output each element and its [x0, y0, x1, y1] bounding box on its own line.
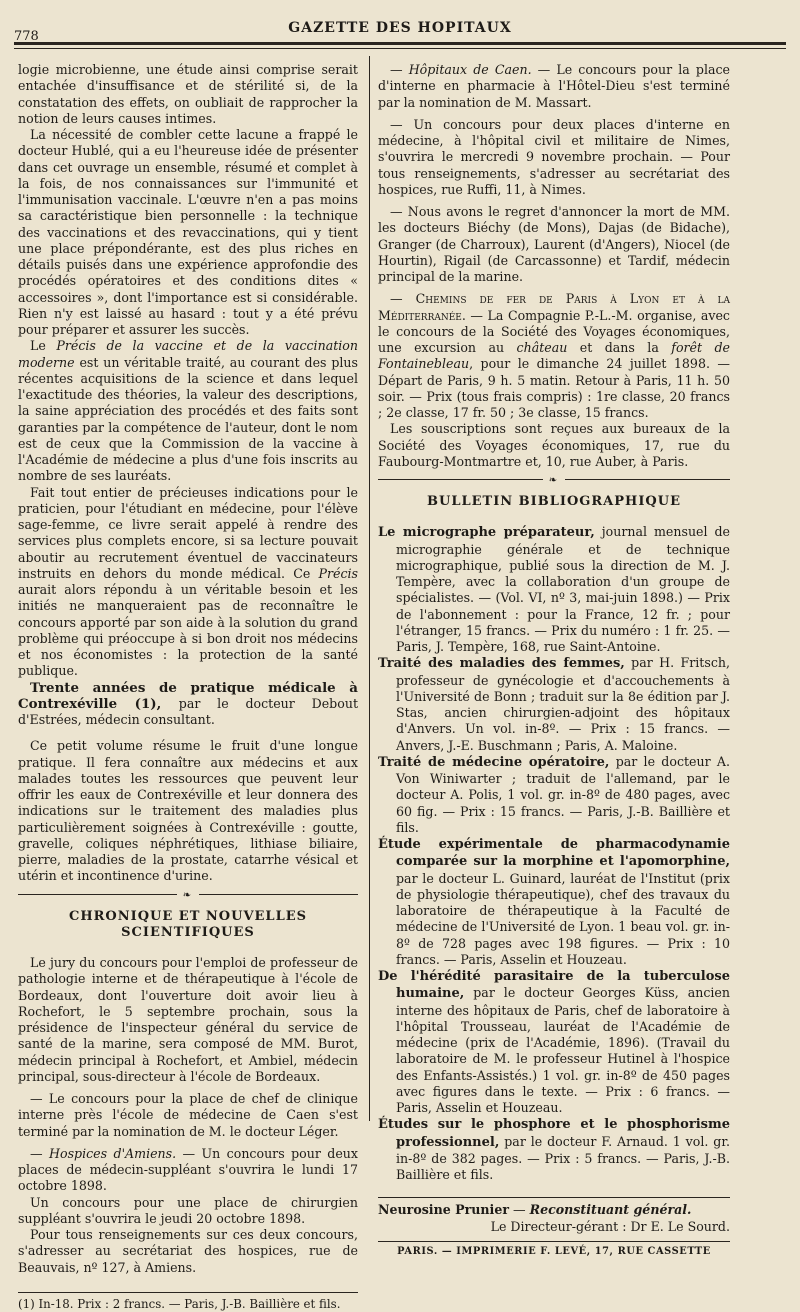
paragraph: logie microbienne, une étude ainsi comprise serait entachée d'insuffisance et de stérilité si, de la constatation des effets, on oubliait de rapprocher la notion de leurs causes intimes. [18, 62, 358, 126]
entry-text: par le docteur Georges Küss, ancien interne des hôpitaux de Paris, chef de laboratoire à l'hôpital Trousseau, lauréat de l'Académie de médecine (prix de l'Académie, 1896). (Travail du laboratoire de M. le professeur Hutinel à l'hospice des Enfants-Assistés.) 1 vol. gr. in-8º de 450 pages avec figures dans le texte. — Prix : 6 francs. — Paris, Asselin et Houzeau. [396, 985, 730, 1115]
entry-text: par le docteur A. Von Winiwarter ; traduit de l'allemand, par le docteur A. Polis, 1 vol. gr. in-8º de 480 pages, avec 60 fig. — Prix : 15 francs. — Paris, J.-B. Baillière et fils. [396, 753, 730, 835]
bibliography-entry [378, 1116, 730, 1183]
entry-text: par le docteur L. Guinard, lauréat de l'Institut (prix de physiologie thérapeutique), chef des travaux du laboratoire de thérapeutique à la Faculté de médecine de l'Université de Lyon. 1 beau vol. gr. in-8º de 728 pages avec 198 figures. — Prix : 10 francs. — Paris, Asselin et Houzeau. [396, 870, 730, 967]
paragraph [18, 485, 358, 680]
text-run: et dans la [567, 340, 672, 355]
header-rule-thin [14, 48, 786, 49]
text-run: — [390, 62, 409, 77]
news-item: Pour tous renseignements sur ces deux concours, s'adresser au secrétariat des hospices, rue de Beauvais, nº 127, à Amiens. [18, 1227, 358, 1275]
heading-title: Trente années de pratique médicale à Contrexéville (1), [18, 679, 358, 712]
news-item [378, 291, 730, 421]
bibliography-entry [378, 655, 730, 754]
section-title-bulletin: BULLETIN BIBLIOGRAPHIQUE [427, 494, 681, 509]
column-divider [369, 56, 370, 1121]
news-item: Les souscriptions sont reçues aux bureaux de la Société des Voyages économiques, 17, rue du Faubourg-Montmartre et, 10, rue Auber, à Paris. [378, 421, 730, 469]
italic-term: château [516, 340, 568, 355]
italic-term: Hôpitaux de Caen. [408, 62, 532, 77]
ornament-glyph: ❧ [543, 475, 565, 486]
italic-term: Précis [318, 565, 358, 581]
text-run: — [30, 1145, 50, 1161]
left-column [18, 62, 358, 1312]
bibliography-entry [378, 754, 730, 836]
smallcaps-term: Chemins de fer de Paris à Lyon et à la Méditerranée. [378, 291, 730, 323]
entry-text: journal mensuel de micrographie générale et de technique micrographique, publié sous la direction de M. J. Tempère, avec la collaboration d'un groupe de spécialistes. — (Vol. VI, nº 3, mai-juin 1898.) — Prix de l'abonnement : pour la France, 12 fr. ; pour l'étranger, 15 francs. — Prix du numéro : 1 fr. 25. — Paris, J. Tempère, 168, rue Saint-Antoine. [396, 524, 730, 654]
header-rule-thick [14, 42, 786, 45]
entry-title: Traité des maladies des femmes, [378, 656, 625, 672]
section-ornament [18, 889, 358, 901]
entry-title: Le micrographe préparateur, [378, 525, 595, 541]
bibliography-entry [378, 836, 730, 968]
paragraph: Ce petit volume résume le fruit d'une longue pratique. Il fera connaître aux médecins et aux malades toutes les ressources que peuvent leur offrir les eaux de Contrexéville et leur donnera des indications sur le traitement des maladies plus particulièrement soignées à Contrexéville : goutte, gravelle, coliques néphrétiques, lithiase biliaire, pierre, maladies de la prostate, catarrhe vésical et utérin et incontinence d'urine. [18, 738, 358, 884]
entry-title: Traité de médecine opératoire, [378, 754, 610, 770]
news-item [378, 62, 730, 111]
news-item: Un concours pour une place de chirurgien suppléant s'ouvrira le jeudi 20 octobre 1898. [18, 1194, 358, 1226]
paragraph: La nécessité de combler cette lacune a frappé le docteur Hublé, qui a eu l'heureuse idée de présenter dans cet ouvrage un ensemble, résumé et complet à la fois, de nos connaissances sur l'immunité et l'immunisation vaccinale. L'œuvre n'en a pas moins sa caractéristique bien personnelle : la technique des vaccinations et des revaccinations, qui y tient une place prépondérante, est des plus riches en détails puisés dans une expérience approfondie des procédés opératoires et des conditions dites « accessoires », dont l'importance est si considérable. Rien n'y est laissé au hasard : tout y a été prévu pour préparer et assurer les succès. [18, 127, 358, 337]
advert-rule [378, 1197, 730, 1198]
director-signature-line: Le Directeur-gérant : Dr E. Le Sourd. [490, 1218, 730, 1234]
book-review-heading [18, 680, 358, 729]
section-ornament [378, 475, 730, 486]
ornament-glyph: ❧ [177, 890, 199, 901]
footnote-rule [18, 1292, 358, 1293]
entry-text: par le docteur F. Arnaud. 1 vol. gr. in-8º de 382 pages. — Prix : 5 francs. — Paris, J.-B. Baillière et fils. [396, 1133, 730, 1182]
imprint-rule [378, 1241, 730, 1242]
section-title-chronique: CHRONIQUE ET NOUVELLES SCIENTIFIQUES [68, 908, 308, 940]
italic-term: Hospices d'Amiens. [49, 1145, 177, 1161]
text-run: — Un concours pour deux places de médecin-suppléant s'ouvrira le lundi 17 octobre 1898. [18, 1145, 358, 1194]
text-run: — [509, 1202, 530, 1218]
running-head: GAZETTE DES HOPITAUX [288, 20, 512, 36]
advert-text: Reconstituant général. [529, 1202, 692, 1218]
text-run: Le [30, 338, 57, 354]
text-run: — [390, 291, 416, 307]
news-item: — Le concours pour la place de chef de clinique interne près l'école de médecine de Caen s'est terminé par la nomination de M. le docteur Léger. [18, 1091, 358, 1139]
italic-term: forêt de Fontainebleau [378, 340, 731, 372]
text-run: — Le concours pour la place d'interne en pharmacie à l'Hôtel-Dieu s'est terminé par la nomination de M. Massart. [378, 62, 730, 110]
news-item: — Nous avons le regret d'annoncer la mort de MM. les docteurs Biéchy (de Mons), Dajas (de Bidache), Granger (de Charroux), Laurent (d'Angers), Niocel (de Hourtin), Rigail (de Carcassonne) et Tardif, médecin principal de la marine. [378, 204, 730, 284]
entry-title: Étude expérimentale de pharmacodynamie comparée sur la morphine et l'apomorphine, [378, 837, 730, 870]
right-column [378, 62, 730, 1260]
text-run: aurait alors répondu à un véritable besoin et les initiés ne manqueraient pas de reconnaître le concours apporté par son aide à la solution du grand problème qui préoccupe à si bon droit nos médecins et nos économistes : la protection de la santé publique. [18, 582, 358, 679]
text-run: — La Compagnie P.-L.-M. organise, avec le concours de la Société des Voyages économiques, une excursion au [378, 307, 730, 355]
text-run: , pour le dimanche 24 juillet 1898. — Départ de Paris, 9 h. 5 matin. Retour à Paris, 11 h. 50 soir. — Prix (tous frais compris) : 1re classe, 20 francs ; 2e classe, 17 fr. 50 ; 3e classe, 15 francs. [378, 356, 730, 420]
book-title-italic: Précis de la vaccine et de la vaccination moderne [18, 338, 358, 370]
heading-author: par le docteur Debout d'Estrées, médecin consultant. [18, 695, 359, 727]
entry-title: De l'hérédité parasitaire de la tuberculose humaine, [378, 969, 730, 1002]
advertisement [378, 1202, 730, 1218]
entry-title: Études sur le phosphore et le phosphorisme professionnel, [378, 1117, 730, 1150]
entry-text: par H. Fritsch, professeur de gynécologie et d'accouchements à l'Université de Bonn ; traduit sur la 8e édition par J. Stas, ancien chirurgien-adjoint des hôpitaux d'Anvers. Un vol. in-8º. — Prix : 15 francs. — Anvers, J.-E. Buschmann ; Paris, A. Maloine. [396, 655, 730, 753]
advert-title: Neurosine Prunier [378, 1202, 509, 1218]
news-item [18, 1146, 358, 1195]
news-item: — Un concours pour deux places d'interne en médecine, à l'hôpital civil et militaire de Nimes, s'ouvrira le mercredi 9 novembre prochain. — Pour tous renseignements, s'adresser au secrétariat des hospices, rue Ruffi, 11, à Nimes. [378, 116, 730, 197]
bibliography-entry [378, 524, 730, 655]
text-run: Fait tout entier de précieuses indications pour le praticien, pour l'étudiant en médecine, pour l'élève sage-femme, ce livre serait appelé à rendre des services plus complets encore, si sa lecture pouvait aboutir au recrutement éventuel de vaccinateurs instruits en dehors du monde médical. Ce [18, 484, 358, 581]
paragraph [18, 338, 358, 484]
news-item: Le jury du concours pour l'emploi de professeur de pathologie interne et de thérapeutique à l'école de Bordeaux, dont l'ouverture doit avoir lieu à Rochefort, le 5 septembre prochain, sous la présidence de l'inspecteur général du service de santé de la marine, sera composé de MM. Burot, médecin principal à Rochefort, et Ambiel, médecin principal, sous-directeur à l'école de Bordeaux. [18, 955, 358, 1084]
page-number: 778 [14, 29, 39, 44]
footnote: (1) In-18. Prix : 2 francs. — Paris, J.-B. Baillière et fils. [18, 1296, 341, 1311]
text-run: est un véritable traité, au courant des plus récentes acquisitions de la science et dans lequel l'exactitude des théories, la valeur des descriptions, la saine appréciation des procédés et des faits sont garanties par la compétence de l'auteur, dont le nom est de ceux que la Commission de la vaccine à l'Académie de médecine a plus d'une fois inscrits au nombre de ses lauréats. [18, 354, 358, 484]
printer-imprint: PARIS. — IMPRIMERIE F. LEVÉ, 17, RUE CASSETTE [397, 1245, 711, 1257]
bibliography-entry [378, 968, 730, 1116]
